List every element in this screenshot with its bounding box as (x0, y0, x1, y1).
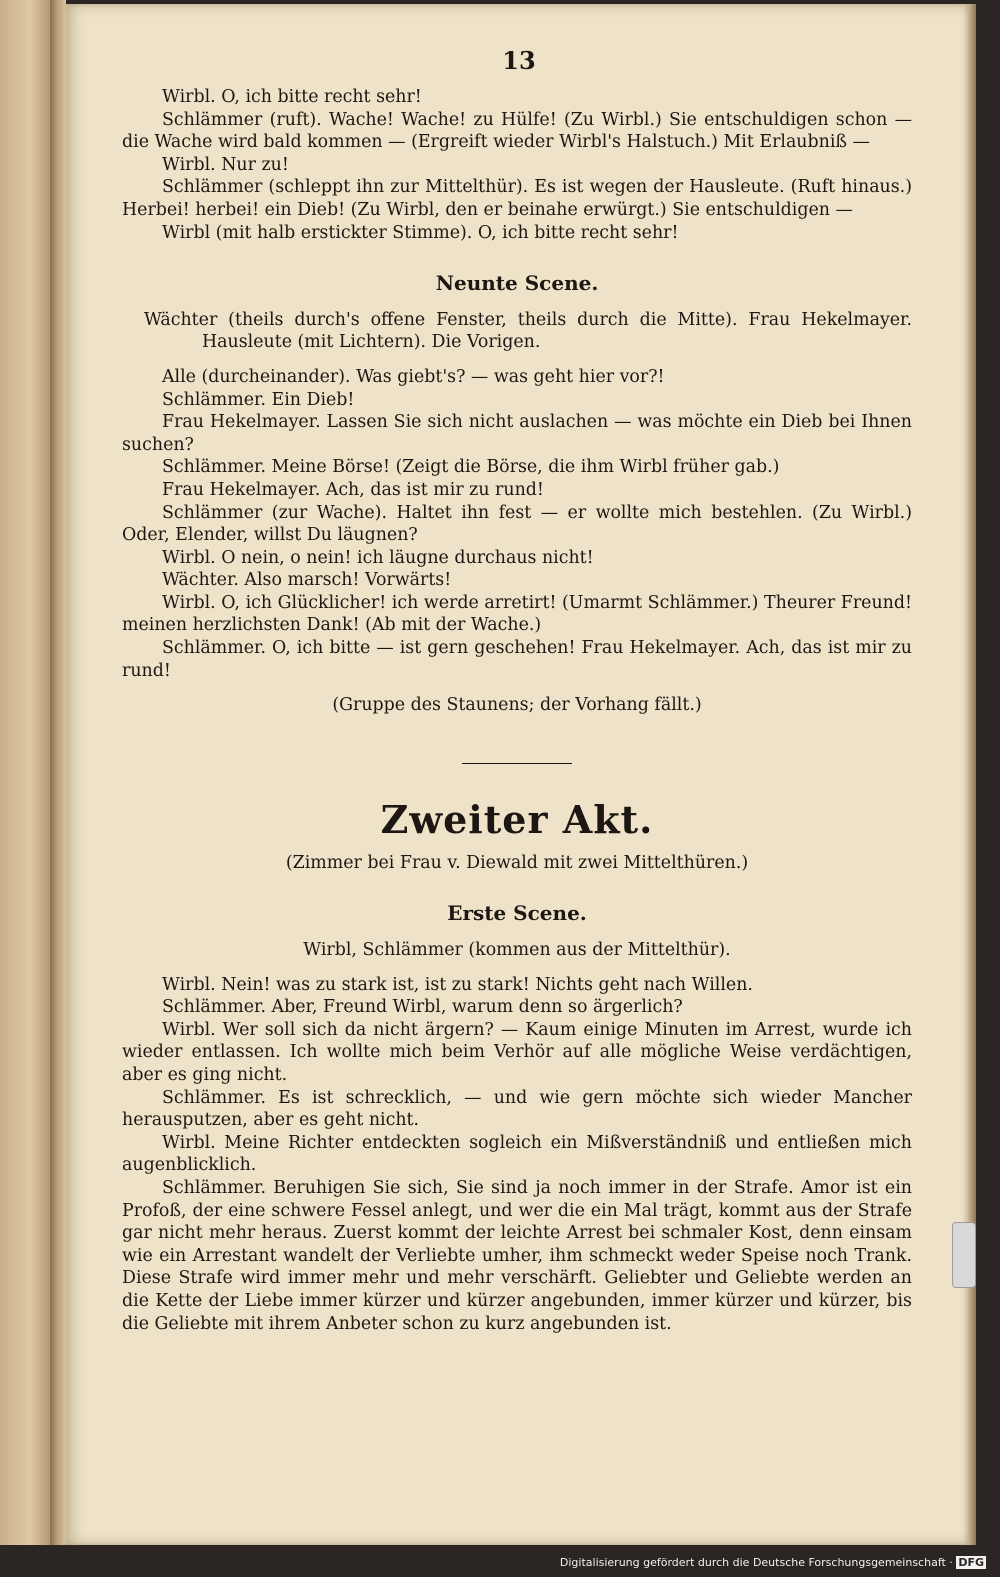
stage-direction-curtain: (Gruppe des Staunens; der Vorhang fällt.) (332, 695, 702, 716)
s9-line-1: Alle (durcheinander). Was giebt's? — was geht hier vor?! (162, 366, 665, 387)
scene9-cast: Wächter (theils durch's offene Fenster, theils durch die Mitte). Frau Hekelmayer. Hausleute (mit Lichtern). Die Vorigen. (144, 309, 912, 353)
s1-line-3: Wirbl. Wer soll sich da nicht ärgern? — Kaum einige Minuten im Arrest, wurde ich wieder entlassen. Ich wollte mich beim Verhör auf alle mögliche Weise verdächtigen, aber es ging nicht. (122, 1019, 912, 1085)
s9-line-3: Frau Hekelmayer. Lassen Sie sich nicht auslachen — was möchte ein Dieb bei Ihnen suchen? (122, 412, 912, 455)
credit-text: Digitalisierung gefördert durch die Deutsche Forschungsgemeinschaft · (559, 1556, 953, 1569)
s1-line-4: Schlämmer. Es ist schrecklich, — und wie gern möchte sich wieder Mancher herausputzen, aber es geht nicht. (122, 1087, 912, 1131)
left-page-edge (0, 0, 51, 1545)
act-title: Zweiter Akt. (380, 796, 654, 842)
book-clip (952, 1222, 976, 1288)
line-2: Schlämmer (ruft). Wache! Wache! zu Hülfe! (Zu Wirbl.) Sie entschuldigen schon — die Wache wird bald kommen — (Ergreift wieder Wirbl's Halstuch.) Mit Erlaubniß — (122, 109, 912, 153)
digitization-credit (560, 1556, 986, 1569)
act-setting: (Zimmer bei Frau v. Diewald mit zwei Mittelthüren.) (285, 852, 749, 873)
book-page (66, 4, 968, 1545)
s9-line-7: Wirbl. O nein, o nein! ich läugne durchaus nicht! (162, 547, 594, 568)
s1-line-6: Schlämmer. Beruhigen Sie sich, Sie sind ja noch immer in der Strafe. Amor ist ein Profoß, der eine schwere Fessel anlegt, und wer die ein Mal trägt, kommt aus der Strafe gar nicht mehr heraus. Zuerst kommt der leichte Arrest bei schmaler Kost, denn einsam wie ein Arrestant wandelt der Verliebte umher, ihm schmeckt weder Speise noch Trank. Diese Strafe wird immer mehr und mehr verschärft. Geliebter und Geliebte werden an die Kette der Liebe immer kürzer und kürzer angebunden, immer kürzer und kürzer, bis die Geliebte mit ihrem Anbeter schon zu kurz angebunden ist. (122, 1177, 912, 1334)
dfg-logo: DFG (958, 1556, 984, 1569)
s9-line-5: Frau Hekelmayer. Ach, das ist mir zu rund! (162, 479, 544, 500)
line-1: Wirbl. O, ich bitte recht sehr! (162, 87, 422, 107)
s9-line-10: Schlämmer. O, ich bitte — ist gern geschehen! Frau Hekelmayer. Ach, das ist mir zu rund! (122, 638, 912, 681)
scene-heading-neunte: Neunte Scene. (435, 271, 599, 296)
page-edge (968, 4, 976, 1545)
line-5: Wirbl (mit halb erstickter Stimme). O, ich bitte recht sehr! (162, 222, 679, 243)
section-divider (462, 763, 572, 764)
line-4: Schlämmer (schleppt ihn zur Mittelthür). Es ist wegen der Hausleute. (Ruft hinaus.) Herbei! herbei! ein Dieb! (Zu Wirbl, den er beinahe erwürgt.) Sie entschuldigen — (122, 177, 912, 220)
s9-line-6: Schlämmer (zur Wache). Haltet ihn fest — er wollte mich bestehlen. (Zu Wirbl.) Oder, Elender, willst Du läugnen? (122, 502, 912, 546)
s9-line-4: Schlämmer. Meine Börse! (Zeigt die Börse, die ihm Wirbl früher gab.) (162, 457, 780, 478)
s1-line-2: Schlämmer. Aber, Freund Wirbl, warum denn so ärgerlich? (162, 997, 683, 1018)
page-number: 13 (502, 46, 536, 75)
s9-line-9: Wirbl. O, ich Glücklicher! ich werde arretirt! (Umarmt Schlämmer.) Theurer Freund! meinen herzlichsten Dank! (Ab mit der Wache.) (122, 592, 912, 636)
scene-heading-erste: Erste Scene. (447, 901, 587, 926)
page-text (122, 46, 912, 1335)
s9-line-2: Schlämmer. Ein Dieb! (162, 389, 355, 410)
book-spine (50, 0, 66, 1545)
s1-line-5: Wirbl. Meine Richter entdeckten sogleich ein Mißverständniß und entließen mich augenblicklich. (122, 1132, 912, 1176)
s9-line-8: Wächter. Also marsch! Vorwärts! (162, 570, 452, 591)
scene1-cast: Wirbl, Schlämmer (kommen aus der Mittelthür). (303, 940, 731, 961)
line-3: Wirbl. Nur zu! (162, 154, 289, 175)
s1-line-1: Wirbl. Nein! was zu stark ist, ist zu stark! Nichts geht nach Willen. (162, 974, 753, 995)
